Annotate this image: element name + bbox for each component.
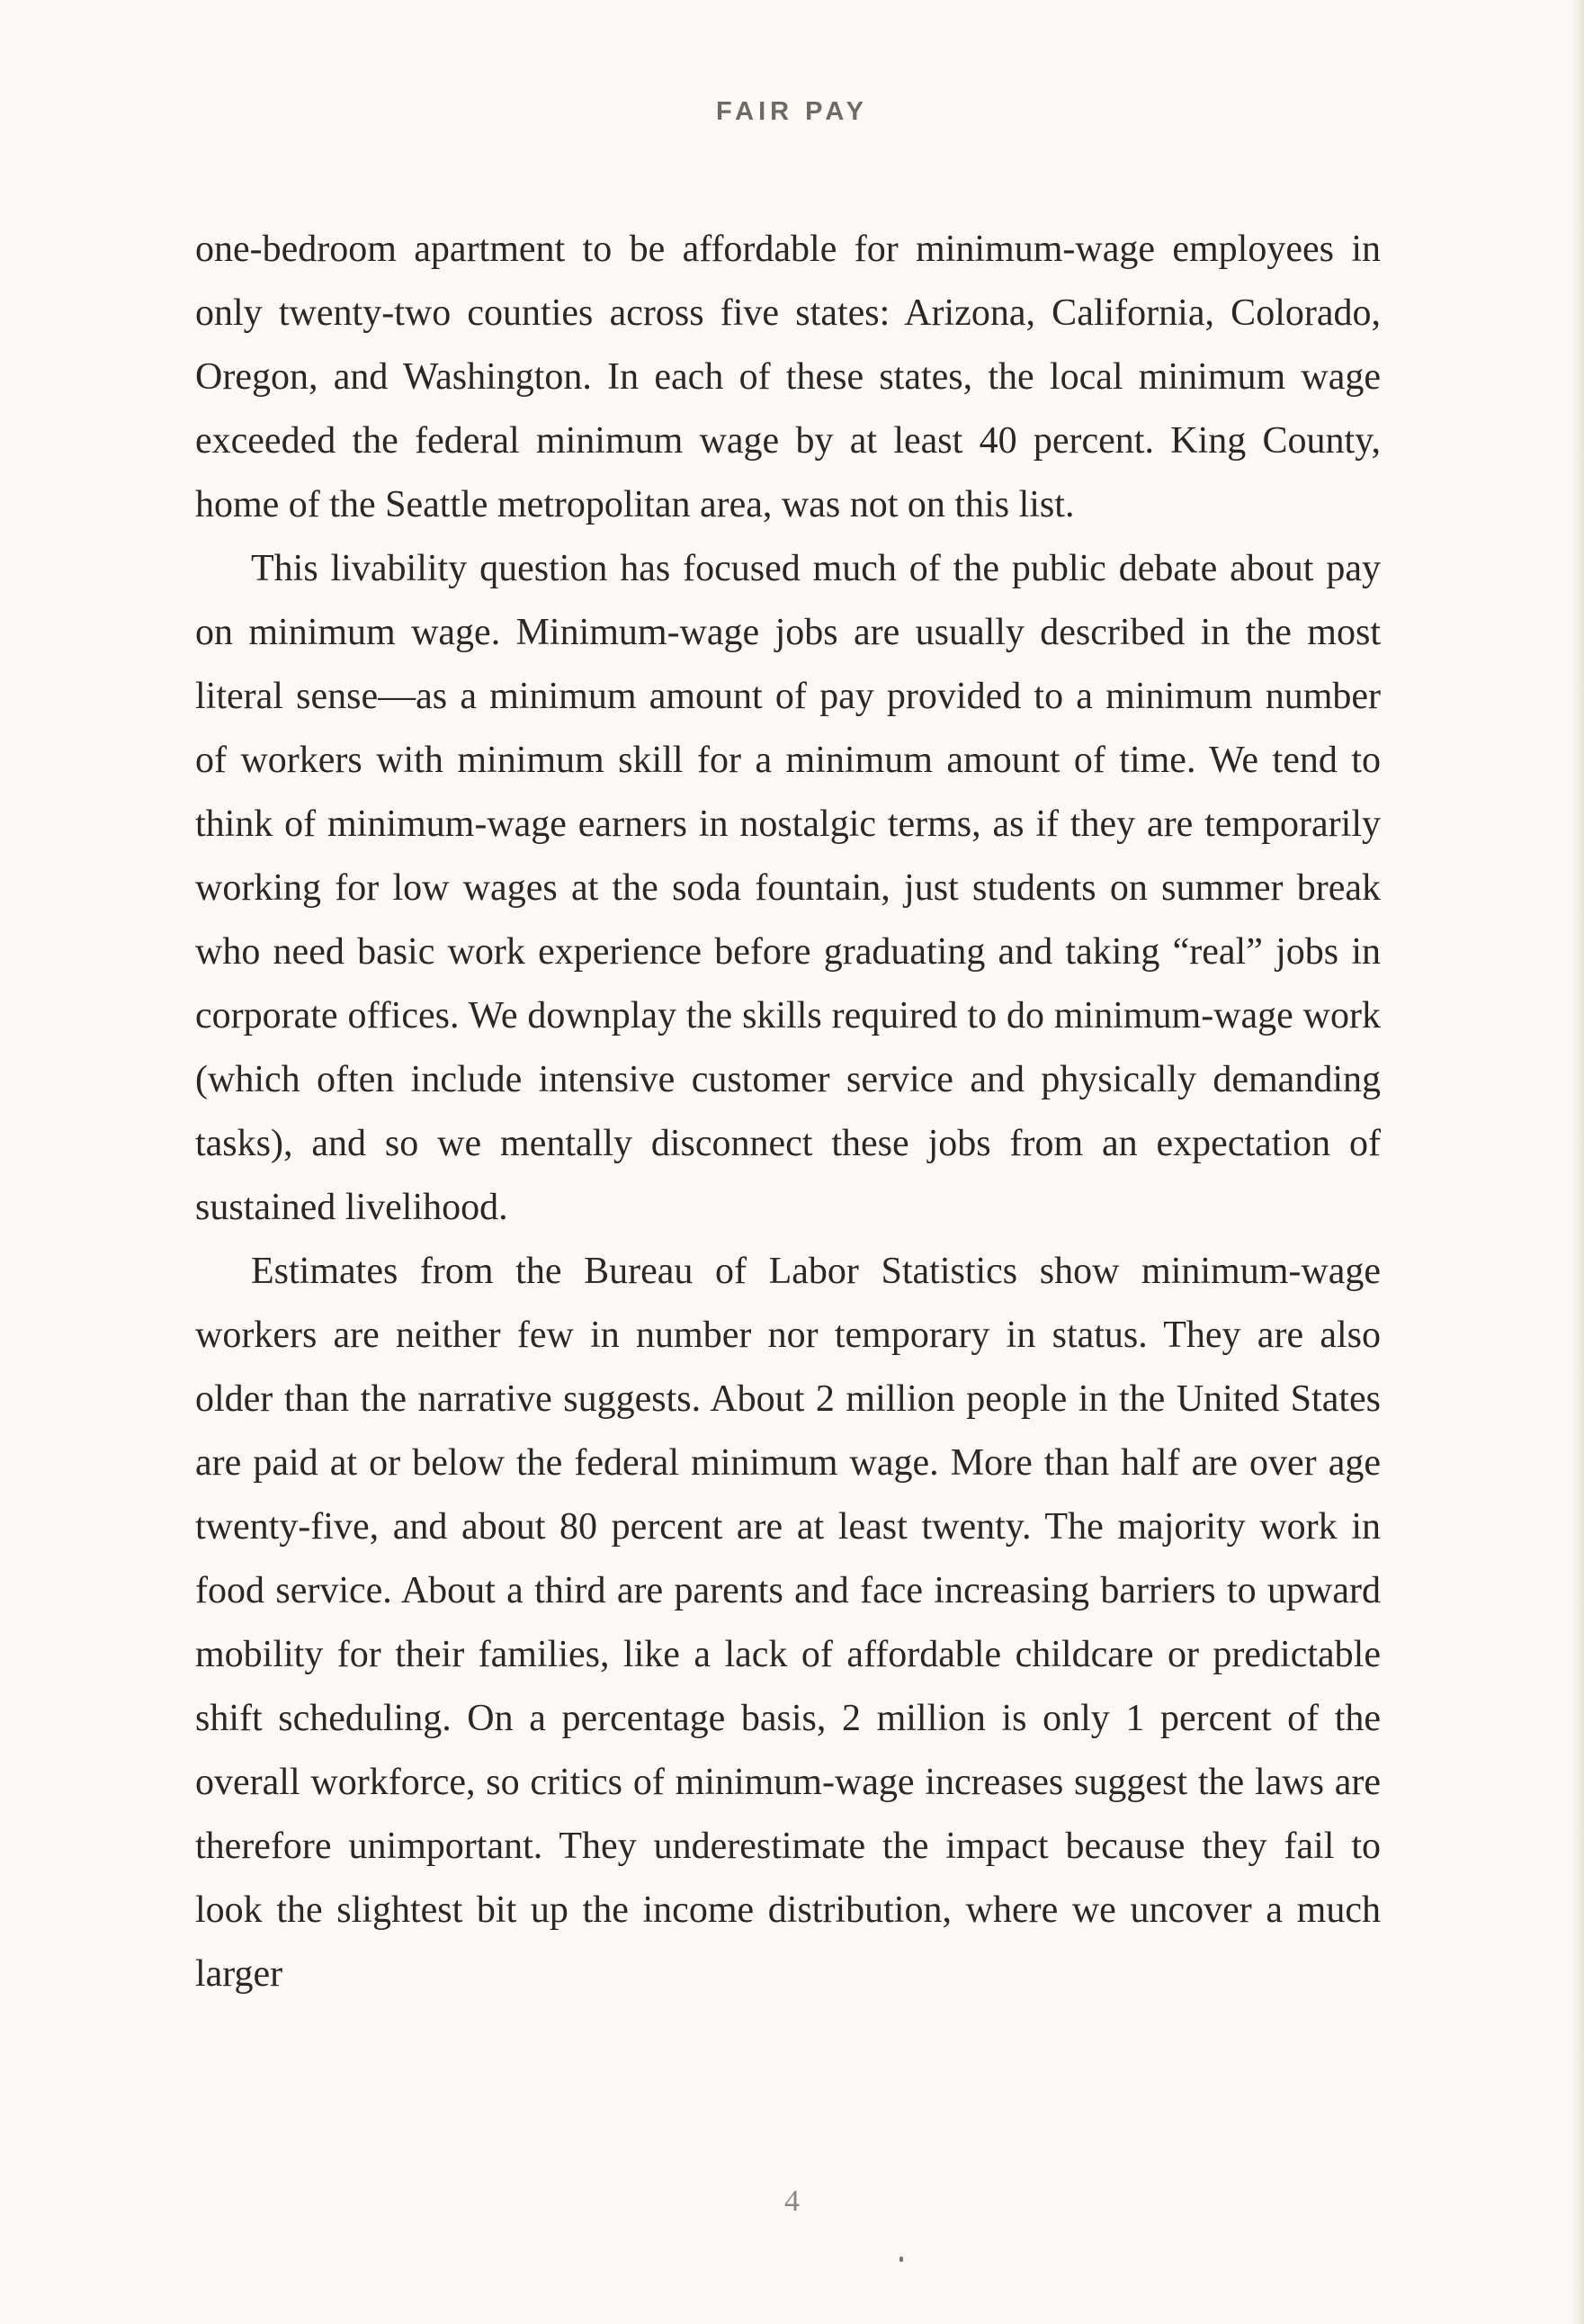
running-header-title: FAIR PAY [716, 97, 868, 126]
page-number: 4 [784, 2185, 800, 2218]
paragraph-bls-estimates: Estimates from the Bureau of Labor Statistics show minimum-wage workers are neither few in number nor temporary in status. They are also older than the narrative suggests. About 2 million people in the United States are paid at or below the federal minimum wage. More than half are over age twenty-five, and about 80 percent are at least twenty. The majority work in food service. About a third are parents and face increasing barriers to upward mobility for their families, like a lack of affordable childcare or predictable shift scheduling. On a percentage basis, 2 million is only 1 percent of the overall workforce, so critics of minimum-wage increases suggest the laws are therefore unimportant. They underestimate the impact because they fail to look the slightest bit up the income distribution, where we uncover a much larger [195, 1251, 1381, 1995]
page-edge-shadow [1571, 0, 1584, 2324]
print-speck [899, 2257, 903, 2262]
paragraph-livability: This livability question has focused much of the public debate about pay on minimum wage. Minimum-wage jobs are usually described in the most literal sense—as a minimum amount of pay provided to a minimum number of workers with minimum skill for a minimum amount of time. We tend to think of minimum-wage earners in nostalgic terms, as if they are temporarily working for low wages at the soda fountain, just students on summer break who need basic work experience before graduating and taking “real” jobs in corporate offices. We downplay the skills required to do minimum-wage work (which often include intensive customer service and physically demanding tasks), and so we mentally disconnect these jobs from an expectation of sustained livelihood. [195, 548, 1381, 1228]
paragraph-continuation: one-bedroom apartment to be affordable for minimum-wage employees in only twenty-two counties across five states: Arizona, California, Colorado, Oregon, and Washington. In each of these states, the local minimum wage exceeded the federal minimum wage by at least 40 percent. King County, home of the Seattle metropolitan area, was not on this list. [195, 229, 1381, 525]
body-text [195, 218, 1381, 2006]
